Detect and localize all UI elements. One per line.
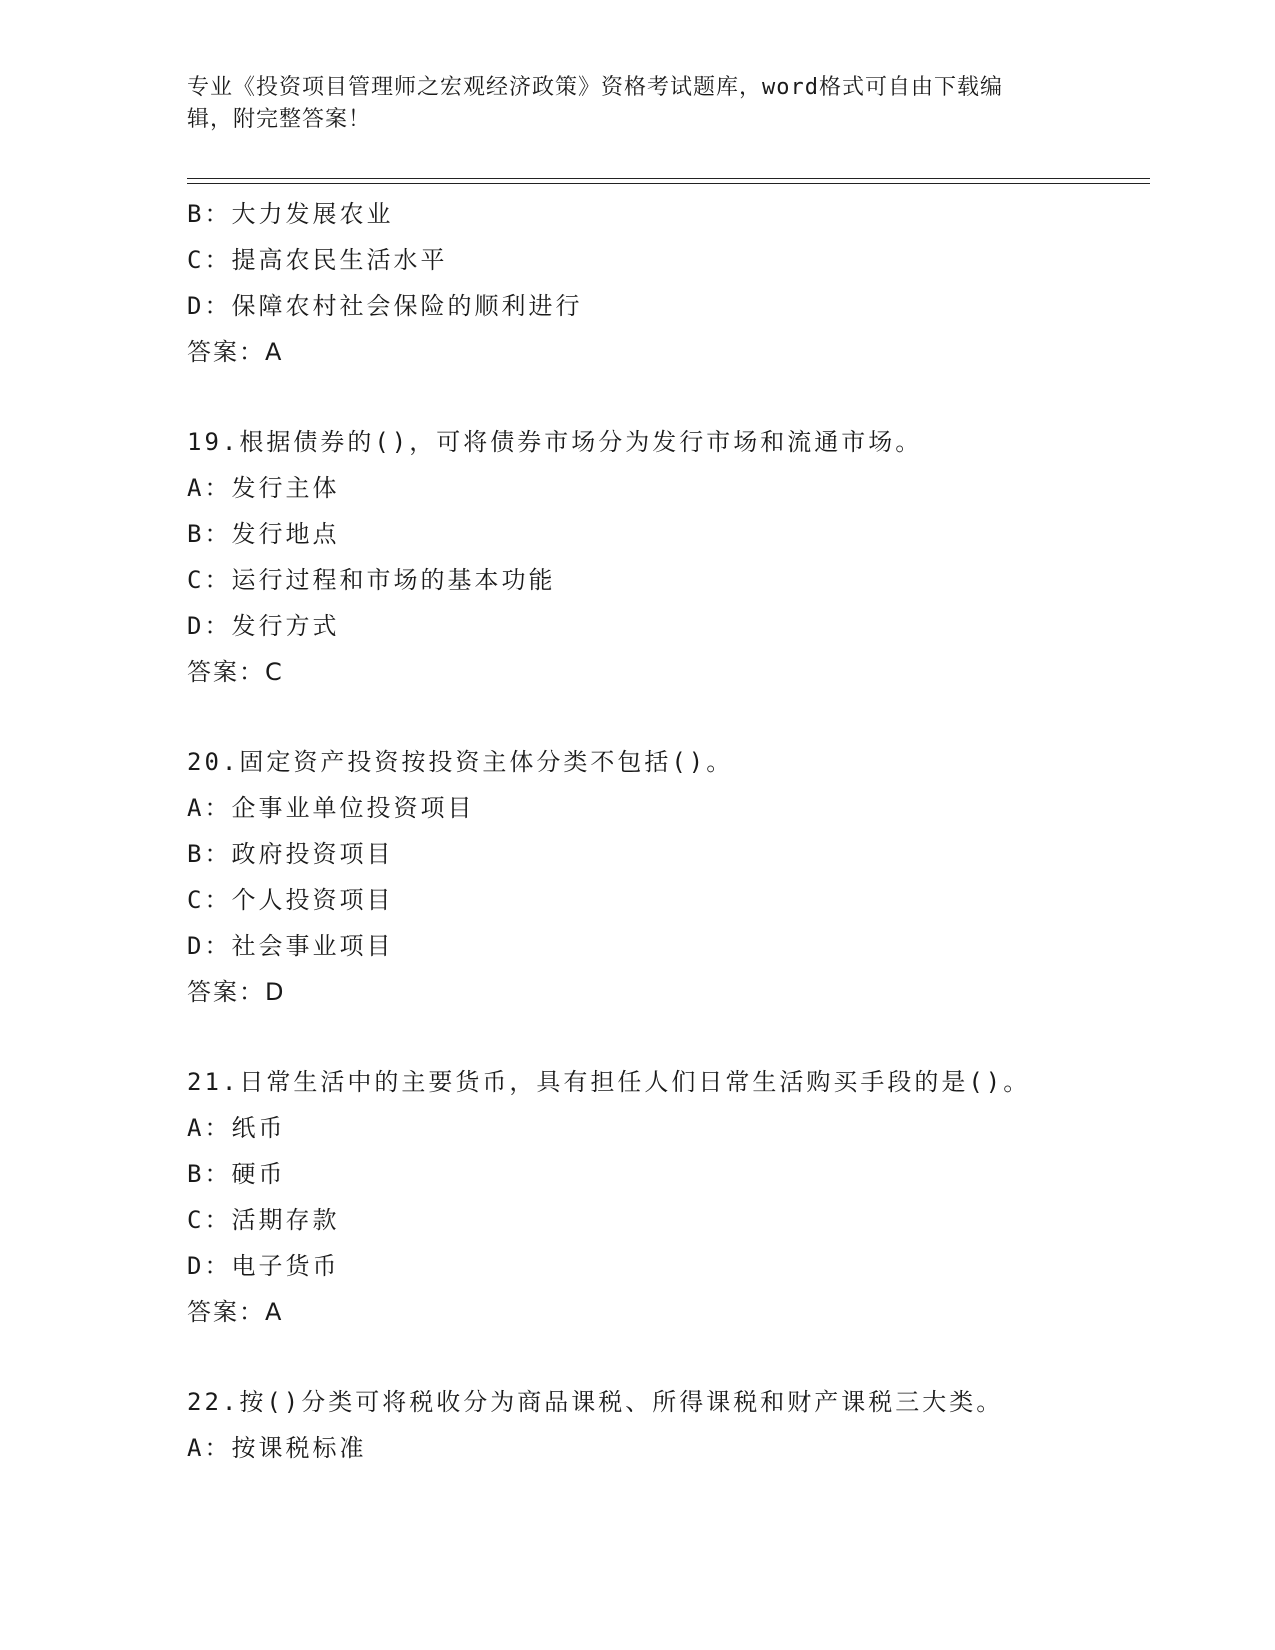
option-c: C：运行过程和市场的基本功能 <box>187 566 556 594</box>
spacer <box>187 1015 1147 1059</box>
option-d: D：保障农村社会保险的顺利进行 <box>187 292 583 320</box>
option-c: C：个人投资项目 <box>187 886 394 914</box>
option-b: B：大力发展农业 <box>187 200 394 228</box>
header-rule-top <box>187 178 1150 179</box>
option-a: A：按课税标准 <box>187 1434 367 1462</box>
option-c: C：提高农民生活水平 <box>187 246 448 274</box>
option-b: B：发行地点 <box>187 520 340 548</box>
spacer <box>187 375 1147 419</box>
option-b: B：政府投资项目 <box>187 840 394 868</box>
spacer <box>187 695 1147 739</box>
question-list <box>187 191 1147 1471</box>
option-a: A：企事业单位投资项目 <box>187 794 475 822</box>
question-22-text: 22.按()分类可将税收分为商品课税、所得课税和财产课税三大类。 <box>187 1388 1004 1416</box>
header-line-2: 辑，附完整答案！ <box>187 107 372 132</box>
question-19-text: 19.根据债券的()，可将债券市场分为发行市场和流通市场。 <box>187 428 923 456</box>
answer: 答案：D <box>187 978 286 1006</box>
option-d: D：发行方式 <box>187 612 340 640</box>
question-20-text: 20.固定资产投资按投资主体分类不包括()。 <box>187 748 734 776</box>
option-a: A：发行主体 <box>187 474 340 502</box>
header-rule-bottom <box>187 183 1150 184</box>
question-21-text: 21.日常生活中的主要货币，具有担任人们日常生活购买手段的是()。 <box>187 1068 1031 1096</box>
spacer <box>187 1335 1147 1379</box>
option-d: D：社会事业项目 <box>187 932 394 960</box>
answer: 答案：C <box>187 658 284 686</box>
answer: 答案：A <box>187 338 284 366</box>
option-d: D：电子货币 <box>187 1252 340 1280</box>
option-a: A：纸币 <box>187 1114 286 1142</box>
answer: 答案：A <box>187 1298 284 1326</box>
option-c: C：活期存款 <box>187 1206 340 1234</box>
option-b: B：硬币 <box>187 1160 286 1188</box>
header-line-1: 专业《投资项目管理师之宏观经济政策》资格考试题库，word格式可自由下载编 <box>187 75 1003 100</box>
document-header <box>187 72 1087 136</box>
